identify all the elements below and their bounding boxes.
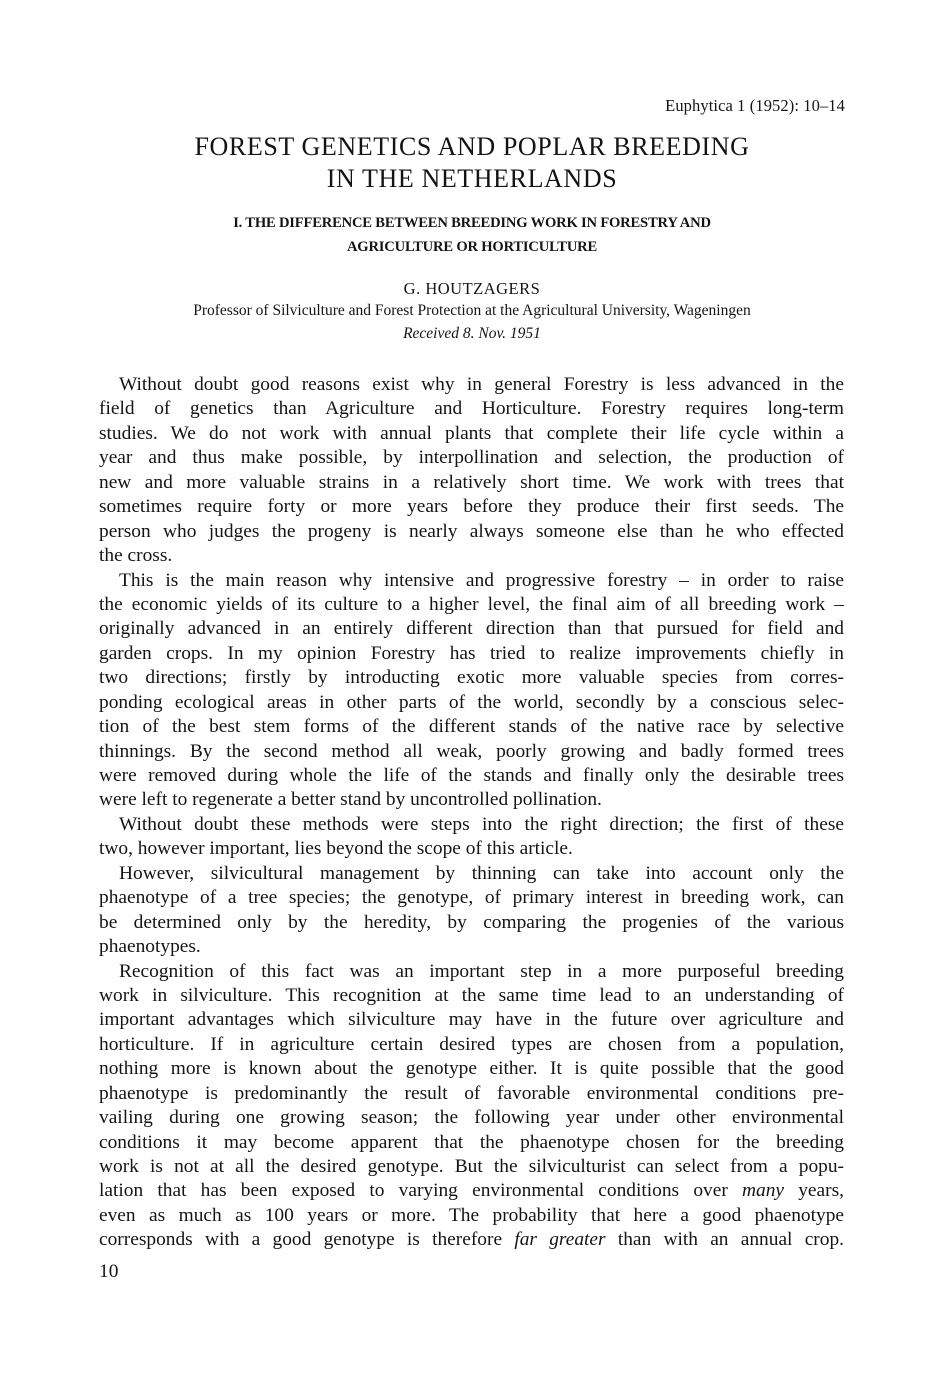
body-line (99, 1179, 844, 1203)
body-line: even as much as 100 years or more. The probability that here a good phaenotype (99, 1204, 844, 1226)
body-line (99, 1228, 844, 1252)
body-line: year and thus make possible, by interpollination and selection, the production of (99, 447, 844, 469)
body-line: two directions; firstly by introducting exotic more valuable species from corres- (99, 667, 844, 689)
body-line: new and more valuable strains in a relatively short time. We work with trees that (99, 471, 844, 493)
title-line-1: FOREST GENETICS AND POPLAR BREEDING (194, 132, 750, 161)
text-run: lation that has been exposed to varying environmental conditions over (99, 1180, 742, 1202)
article-body (99, 373, 844, 1253)
author-name: G. HOUTZAGERS (403, 279, 541, 298)
body-line: ponding ecological areas in other parts of the world, secondly by a conscious selec- (99, 691, 844, 713)
page-number: 10 (99, 1261, 119, 1282)
text-run: corresponds with a good genotype is therefore (99, 1229, 515, 1251)
body-line: sometimes require forty or more years before they produce their first seeds. The (99, 496, 844, 518)
body-line: phaenotype of a tree species; the genotype, of primary interest in breeding work, can (99, 887, 844, 909)
title-line-2: IN THE NETHERLANDS (326, 164, 618, 193)
body-line: thinnings. By the second method all weak, poorly growing and badly formed trees (99, 740, 844, 762)
body-line: However, silvicultural management by thinning can take into account only the (119, 862, 844, 884)
body-line: horticulture. If in agriculture certain desired types are chosen from a population, (99, 1033, 844, 1055)
text-run: years, (784, 1180, 844, 1202)
body-line: work in silviculture. This recognition at the same time lead to an understanding of (99, 984, 844, 1006)
author-affiliation: Professor of Silviculture and Forest Protection at the Agricultural University, Wageningen (193, 302, 751, 319)
body-line: person who judges the progeny is nearly always someone else than he who effected (99, 520, 844, 542)
body-line: studies. We do not work with annual plants that complete their life cycle within a (99, 422, 844, 444)
body-line: field of genetics than Agriculture and Horticulture. Forestry requires long-term (99, 398, 844, 420)
body-line: conditions it may become apparent that the phaenotype chosen for the breeding (99, 1131, 844, 1153)
emphasis: many (742, 1180, 785, 1202)
body-line: were removed during whole the life of the stands and finally only the desirable trees (99, 765, 844, 786)
body-line: phaenotypes. (99, 936, 201, 958)
body-line: garden crops. In my opinion Forestry has tried to realize improvements chiefly in (99, 642, 844, 664)
body-line: phaenotype is predominantly the result of favorable environmental conditions pre- (99, 1082, 844, 1104)
article-subtitle (0, 211, 944, 259)
body-line: nothing more is known about the genotype either. It is quite possible that the good (99, 1058, 844, 1080)
body-line: Recognition of this fact was an important step in a more purposeful breeding (119, 960, 844, 982)
subtitle-line-2: AGRICULTURE OR HORTICULTURE (346, 239, 598, 255)
body-line: This is the main reason why intensive and progressive forestry – in order to raise (119, 569, 844, 591)
text-run: than with an annual crop. (605, 1229, 844, 1251)
subtitle-line-1: I. THE DIFFERENCE BETWEEN BREEDING WORK IN FORESTRY AND (233, 215, 711, 231)
body-line: two, however important, lies beyond the scope of this article. (99, 838, 573, 860)
body-line: important advantages which silviculture may have in the future over agriculture and (99, 1009, 844, 1031)
body-line: Without doubt these methods were steps into the right direction; the first of these (119, 813, 844, 835)
body-line: originally advanced in an entirely different direction than that pursued for field and (99, 618, 844, 640)
body-line: were left to regenerate a better stand by uncontrolled pollination. (99, 789, 602, 811)
body-line: be determined only by the heredity, by comparing the progenies of the various (99, 911, 844, 933)
body-line: vailing during one growing season; the following year under other environmental (99, 1107, 844, 1129)
body-line: the cross. (99, 545, 173, 567)
journal-reference: Euphytica 1 (1952): 10–14 (665, 96, 845, 115)
emphasis: far greater (514, 1229, 606, 1251)
body-line: work is not at all the desired genotype. But the silviculturist can select from a popu- (99, 1156, 844, 1177)
article-title (0, 131, 944, 195)
body-line: Without doubt good reasons exist why in general Forestry is less advanced in the (119, 374, 844, 395)
received-date: Received 8. Nov. 1951 (403, 325, 541, 342)
body-line: the economic yields of its culture to a higher level, the final aim of all breeding work – (99, 593, 844, 615)
body-line: tion of the best stem forms of the different stands of the native race by selective (99, 716, 844, 738)
